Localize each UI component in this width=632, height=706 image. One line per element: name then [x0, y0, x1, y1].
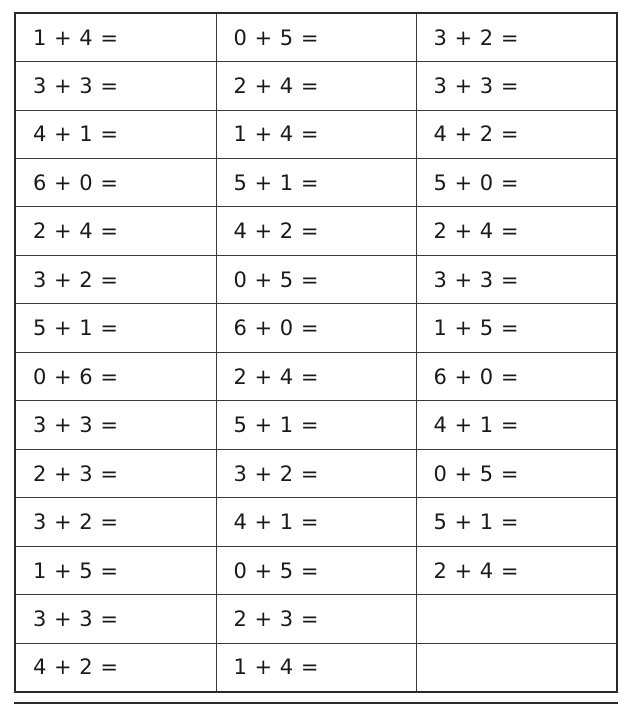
- problem-cell: 4 + 2 =: [16, 643, 216, 691]
- problem-cell: 3 + 3 =: [16, 62, 216, 110]
- problem-cell: 1 + 5 =: [16, 546, 216, 594]
- problem-cell: 4 + 1 =: [16, 110, 216, 158]
- table-row: [16, 546, 616, 594]
- table-row: [16, 643, 616, 691]
- problem-cell: 4 + 1 =: [216, 498, 416, 546]
- problem-cell: 5 + 0 =: [416, 158, 616, 206]
- problem-cell: 1 + 4 =: [16, 14, 216, 62]
- table-row: [16, 449, 616, 497]
- problem-cell: 0 + 5 =: [216, 255, 416, 303]
- table-row: [16, 158, 616, 206]
- problem-cell: 2 + 4 =: [416, 546, 616, 594]
- problem-cell: 3 + 2 =: [16, 498, 216, 546]
- table-row: [16, 207, 616, 255]
- problem-cell: 3 + 3 =: [16, 595, 216, 643]
- problem-cell: 0 + 5 =: [416, 449, 616, 497]
- problem-cell: 4 + 1 =: [416, 401, 616, 449]
- problem-cell: 0 + 5 =: [216, 546, 416, 594]
- problem-cell: 2 + 4 =: [216, 62, 416, 110]
- table-row: [16, 255, 616, 303]
- problem-cell: 3 + 2 =: [216, 449, 416, 497]
- problem-cell: 3 + 3 =: [16, 401, 216, 449]
- problem-cell: 6 + 0 =: [216, 304, 416, 352]
- problem-cell: 2 + 4 =: [16, 207, 216, 255]
- problem-cell: 0 + 5 =: [216, 14, 416, 62]
- bottom-divider: [14, 702, 618, 704]
- table-row: [16, 401, 616, 449]
- empty-cell: [416, 643, 616, 691]
- problem-cell: 3 + 3 =: [416, 255, 616, 303]
- problem-cell: 5 + 1 =: [416, 498, 616, 546]
- problem-cell: 6 + 0 =: [16, 158, 216, 206]
- problem-cell: 3 + 3 =: [416, 62, 616, 110]
- problem-cell: 1 + 4 =: [216, 110, 416, 158]
- problem-cell: 4 + 2 =: [416, 110, 616, 158]
- problem-cell: 5 + 1 =: [216, 401, 416, 449]
- problem-cell: 4 + 2 =: [216, 207, 416, 255]
- problem-cell: 5 + 1 =: [16, 304, 216, 352]
- problem-cell: 2 + 3 =: [16, 449, 216, 497]
- problem-cell: 3 + 2 =: [16, 255, 216, 303]
- table-row: [16, 14, 616, 62]
- table-row: [16, 595, 616, 643]
- table-row: [16, 62, 616, 110]
- problem-cell: 2 + 3 =: [216, 595, 416, 643]
- problem-cell: 6 + 0 =: [416, 352, 616, 400]
- addition-worksheet-table: [14, 12, 618, 693]
- problem-cell: 0 + 6 =: [16, 352, 216, 400]
- problem-cell: 5 + 1 =: [216, 158, 416, 206]
- problem-cell: 1 + 5 =: [416, 304, 616, 352]
- empty-cell: [416, 595, 616, 643]
- problem-cell: 2 + 4 =: [416, 207, 616, 255]
- table-row: [16, 352, 616, 400]
- table-row: [16, 304, 616, 352]
- problem-cell: 2 + 4 =: [216, 352, 416, 400]
- problem-cell: 3 + 2 =: [416, 14, 616, 62]
- problem-cell: 1 + 4 =: [216, 643, 416, 691]
- table-row: [16, 498, 616, 546]
- table-row: [16, 110, 616, 158]
